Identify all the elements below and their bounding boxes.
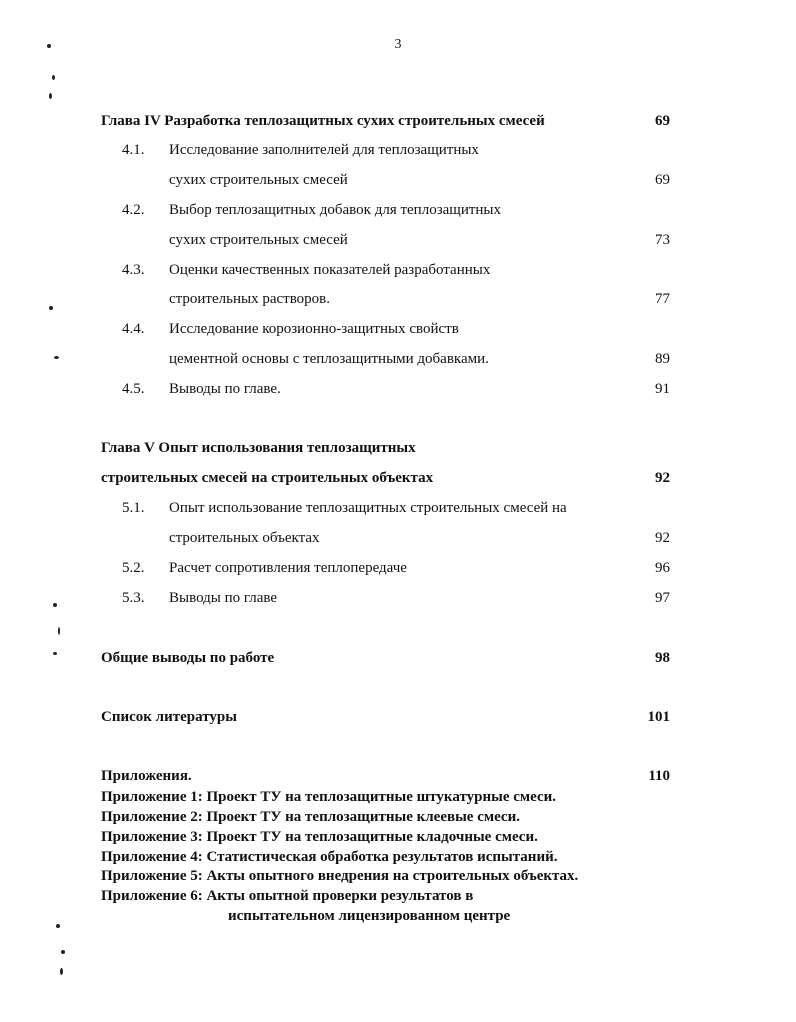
appendix-label: Приложение 1: [101, 789, 203, 805]
toc-item-text: Выводы по главе. [169, 381, 281, 397]
toc-item-number: 5.2. [122, 560, 145, 576]
appendix-label: Приложение 5: [101, 868, 203, 884]
toc-item-text: Исследование корозионно-защитных свойств [169, 321, 459, 337]
appendix-label: Приложение 3: [101, 829, 203, 845]
toc-item-page: 91 [655, 381, 670, 397]
toc-item-page: 77 [655, 291, 670, 307]
toc-item-text: Опыт использование теплозащитных строительных смесей на [169, 500, 567, 516]
scan-speck [61, 950, 65, 954]
appendix-item [101, 789, 556, 806]
appendices-title: Приложения. [101, 768, 192, 784]
scan-speck [54, 356, 59, 359]
appendix-label: Приложение 4: [101, 849, 203, 865]
appendix-text: Проект ТУ на теплозащитные кладочные смеси. [206, 829, 538, 845]
toc-item-page: 96 [655, 560, 670, 576]
appendix-item [101, 809, 520, 826]
references-title: Список литературы [101, 709, 237, 725]
scan-speck [52, 75, 55, 80]
references-page: 101 [647, 709, 670, 725]
scan-speck [53, 652, 57, 655]
toc-item-text: Расчет сопротивления теплопередаче [169, 560, 407, 576]
toc-item-text: Оценки качественных показателей разработанных [169, 262, 491, 278]
appendix-text: Проект ТУ на теплозащитные штукатурные смеси. [206, 789, 557, 805]
appendix-item [101, 888, 473, 905]
appendix-text: Статистическая обработка результатов испытаний. [206, 849, 558, 865]
toc-item-number: 4.2. [122, 202, 145, 218]
toc-item-text-cont: цементной основы с теплозащитными добавками. [169, 351, 489, 367]
appendix-item [101, 849, 557, 866]
appendix-label: Приложение 6: [101, 888, 203, 904]
toc-item-number: 5.1. [122, 500, 145, 516]
toc-item-text-cont: строительных растворов. [169, 291, 331, 307]
toc-item-text: Исследование заполнителей для теплозащитных [169, 142, 479, 158]
toc-item-number: 4.3. [122, 262, 145, 278]
scan-speck [56, 924, 60, 928]
scan-speck [49, 93, 52, 99]
chapter5-title-cont: строительных смесей на строительных объектах [101, 470, 434, 486]
toc-item-number: 4.5. [122, 381, 145, 397]
scan-speck [58, 627, 60, 635]
appendix-label: Приложение 2: [101, 809, 203, 825]
page-number: 3 [394, 37, 402, 52]
conclusions-page: 98 [655, 650, 670, 666]
appendix-text-cont: испытательном лицензированном центре [228, 908, 511, 924]
appendix-text: Проект ТУ на теплозащитные клеевые смеси. [206, 809, 520, 825]
chapter5-page: 92 [655, 470, 670, 486]
toc-item-text: Выбор теплозащитных добавок для теплозащитных [169, 202, 502, 218]
scan-speck [49, 306, 53, 310]
toc-item-text-cont: строительных объектах [169, 530, 320, 546]
conclusions-title: Общие выводы по работе [101, 650, 275, 666]
appendices-page: 110 [648, 768, 670, 784]
toc-item-page: 97 [655, 590, 670, 606]
appendix-item [101, 829, 538, 846]
toc-item-page: 92 [655, 530, 670, 546]
toc-item-number: 4.4. [122, 321, 145, 337]
appendix-text: Акты опытного внедрения на строительных объектах. [206, 868, 579, 884]
chapter4-page: 69 [655, 113, 670, 129]
scan-speck [53, 603, 57, 607]
chapter5-title: Глава V Опыт использования теплозащитных [101, 440, 416, 456]
appendix-item [101, 868, 578, 885]
scan-speck [60, 968, 63, 975]
toc-item-text-cont: сухих строительных смесей [169, 232, 348, 248]
toc-item-text: Выводы по главе [169, 590, 278, 606]
toc-item-page: 89 [655, 351, 670, 367]
appendix-text: Акты опытной проверки результатов в [206, 888, 474, 904]
toc-item-number: 4.1. [122, 142, 145, 158]
chapter4-title: Глава IV Разработка теплозащитных сухих строительных смесей [101, 113, 545, 129]
toc-item-text-cont: сухих строительных смесей [169, 172, 348, 188]
toc-item-page: 69 [655, 172, 670, 188]
toc-item-number: 5.3. [122, 590, 145, 606]
toc-item-page: 73 [655, 232, 670, 248]
